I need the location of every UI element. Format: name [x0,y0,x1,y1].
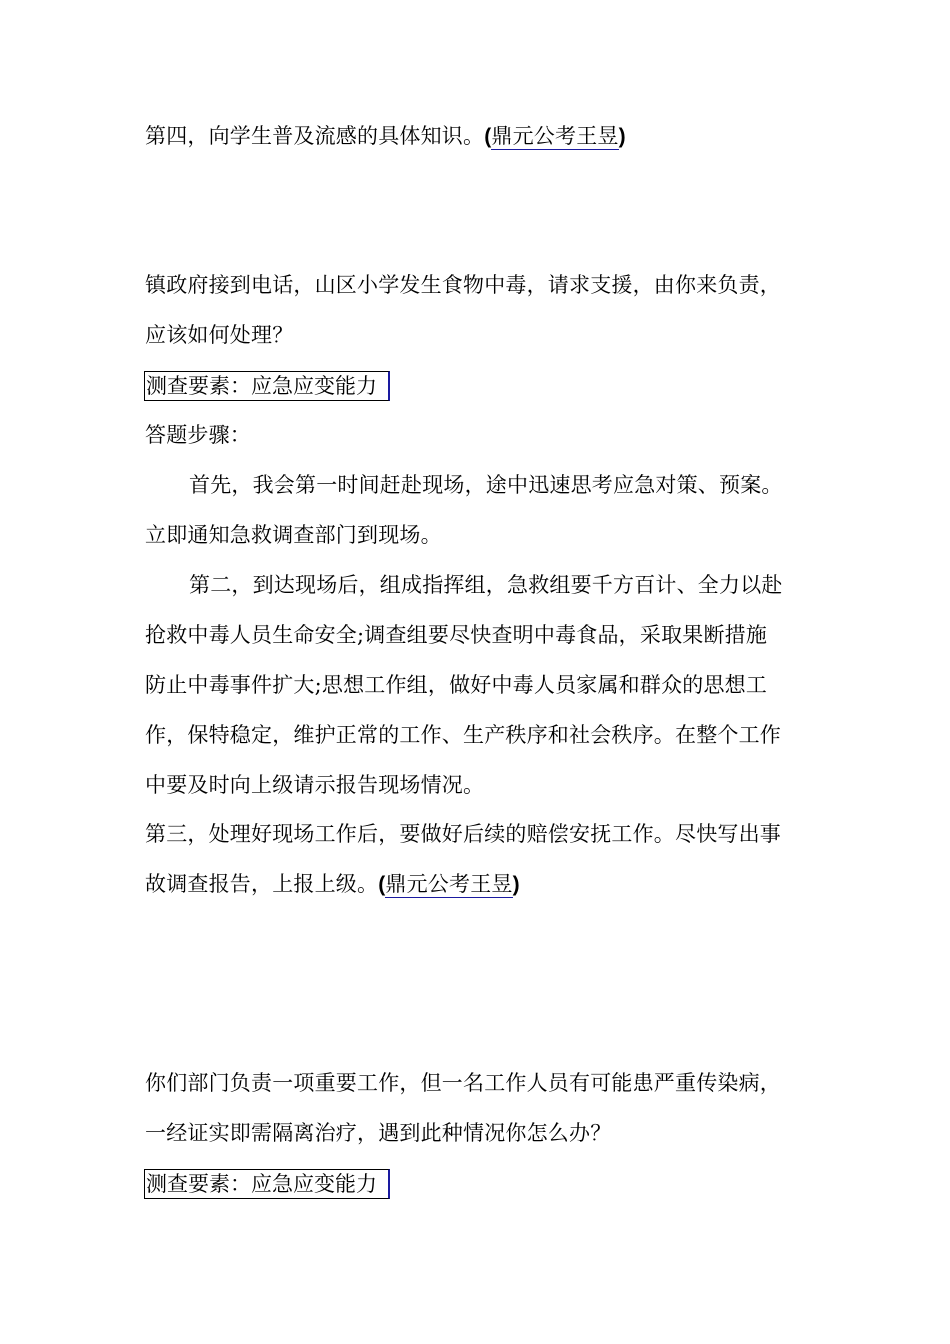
q3-test-point-box: 测查要素：应急应变能力 [144,1169,390,1199]
q2-p3-line-1: 第三，处理好现场工作后，要做好后续的赔偿安抚工作。尽快写出事 [145,822,781,846]
source-label: 鼎元公考王昱 [385,872,513,896]
q2-p3-line-2 [145,870,520,899]
q2-p3-line-2-text: 故调查报告，上报上级。 [145,872,379,896]
q1-paragraph-4-text: 第四，向学生普及流感的具体知识。 [145,124,485,148]
source-paren-open: ( [378,873,386,896]
source-label: 鼎元公考王昱 [491,124,619,148]
q2-p2-line-4: 作，保特稳定，维护正常的工作、生产秩序和社会秩序。在整个工作 [145,723,781,747]
q3-question-line-2: 一经证实即需隔离治疗，遇到此种情况你怎么办？ [145,1121,612,1145]
source-paren-close: ) [618,125,626,148]
q3-question-line-1: 你们部门负责一项重要工作，但一名工作人员有可能患严重传染病， [145,1071,781,1095]
q1-paragraph-4 [145,122,626,151]
q2-p2-line-2: 抢救中毒人员生命安全;调查组要尽快查明中毒食品，采取果断措施 [145,623,768,647]
q2-steps-label: 答题步骤： [145,423,251,447]
q2-p1-line-2: 立即通知急救调查部门到现场。 [145,523,442,547]
source-paren-close: ) [512,873,520,896]
q2-question-line-2: 应该如何处理？ [145,323,294,347]
q2-p2-line-3: 防止中毒事件扩大;思想工作组，做好中毒人员家属和群众的思想工 [145,673,768,697]
q2-p2-line-1: 第二，到达现场后，组成指挥组，急救组要千方百计、全力以赴 [189,573,783,597]
q2-p2-line-5: 中要及时向上级请示报告现场情况。 [145,773,485,797]
q2-question-line-1: 镇政府接到电话，山区小学发生食物中毒，请求支援，由你来负责， [145,273,781,297]
source-paren-open: ( [484,125,492,148]
q2-test-point-box: 测查要素：应急应变能力 [144,371,390,401]
q2-p1-line-1: 首先，我会第一时间赶赴现场，途中迅速思考应急对策、预案。 [189,473,783,497]
